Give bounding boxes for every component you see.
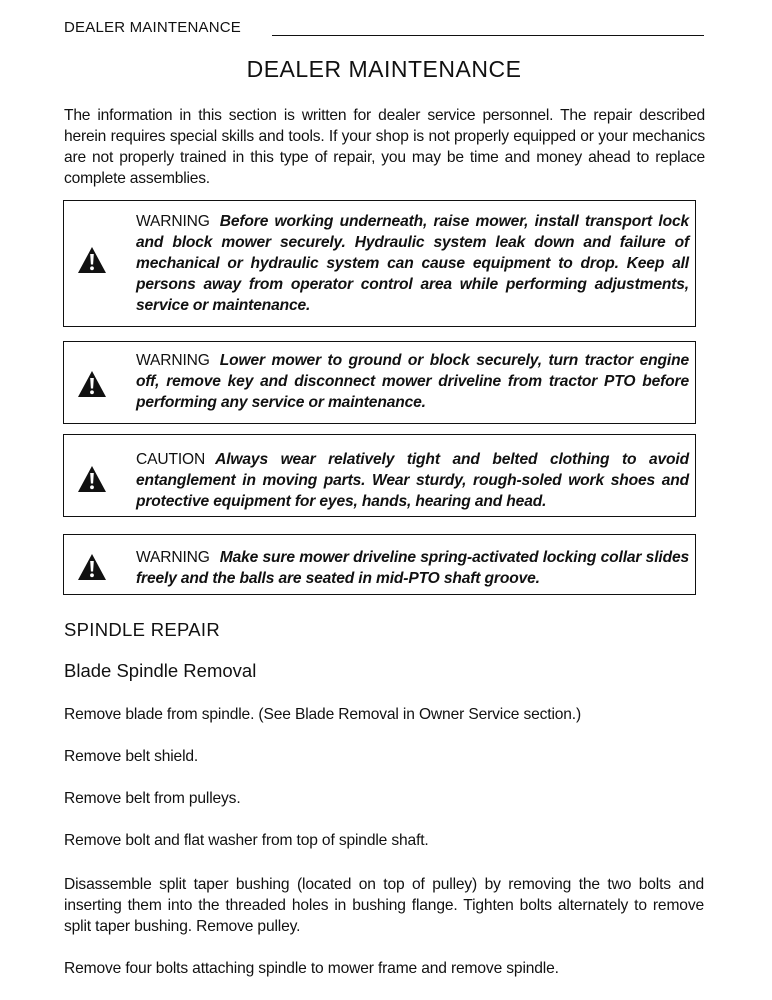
warning-triangle-icon: [77, 246, 107, 274]
signal-word: WARNING: [136, 213, 210, 230]
subsection-heading: Blade Spindle Removal: [64, 660, 257, 681]
header-rule: [272, 35, 704, 36]
warning-triangle-icon: [77, 465, 107, 493]
warning-triangle-icon: [77, 370, 107, 398]
warning-triangle-icon: [77, 553, 107, 581]
section-heading: SPINDLE REPAIR: [64, 619, 221, 640]
notice-message: Always wear relatively tight and belted clothing to avoid entanglement in moving parts. Wear sturdy, rough-soled work shoes and protective equipment for eyes, hands, hearing and head.: [136, 451, 689, 510]
warning-box: [63, 341, 696, 424]
page-title: DEALER MAINTENANCE: [246, 56, 522, 82]
running-header: DEALER MAINTENANCE: [64, 19, 241, 36]
notice-text: [136, 211, 689, 316]
procedure-step: Disassemble split taper bushing (located on top of pulley) by removing the two bolts and inserting them into the threaded holes in bushing flange. Tighten bolts alternately to remove split taper bushing. Remove pulley.: [64, 876, 704, 935]
procedure-step: Remove blade from spindle. (See Blade Removal in Owner Service section.): [64, 706, 582, 723]
notice-message: Lower mower to ground or block securely, turn tractor engine off, remove key and disconnect mower driveline from tractor PTO before performing any service or maintenance.: [136, 352, 689, 411]
procedure-step: Remove belt from pulleys.: [64, 790, 241, 807]
procedure-step: Remove bolt and flat washer from top of spindle shaft.: [64, 832, 429, 849]
caution-box: [63, 434, 696, 517]
warning-box: [63, 534, 696, 595]
notice-message: Make sure mower driveline spring-activated locking collar slides freely and the balls are seated in mid-PTO shaft groove.: [136, 549, 689, 587]
procedure-step: Remove belt shield.: [64, 748, 199, 765]
signal-word: WARNING: [136, 352, 210, 369]
signal-word: CAUTION: [136, 451, 206, 468]
notice-text: [136, 350, 689, 413]
notice-text: [136, 449, 689, 512]
notice-message: Before working underneath, raise mower, install transport lock and block mower securely. Hydraulic system leak down and failure of mechanical or hydraulic system can cause equipment to drop. Keep all persons away from operator control area while performing adjustments, service or maintenance.: [136, 213, 689, 314]
procedure-step: Remove four bolts attaching spindle to mower frame and remove spindle.: [64, 960, 559, 977]
notice-text: [136, 547, 689, 589]
signal-word: WARNING: [136, 549, 210, 566]
intro-paragraph: The information in this section is written for dealer service personnel. The repair described herein requires special skills and tools. If your shop is not properly equipped or your mechanics are not properly trained in this type of repair, you may be time and money ahead to replace complete assemblies.: [64, 107, 705, 187]
warning-box: [63, 200, 696, 327]
